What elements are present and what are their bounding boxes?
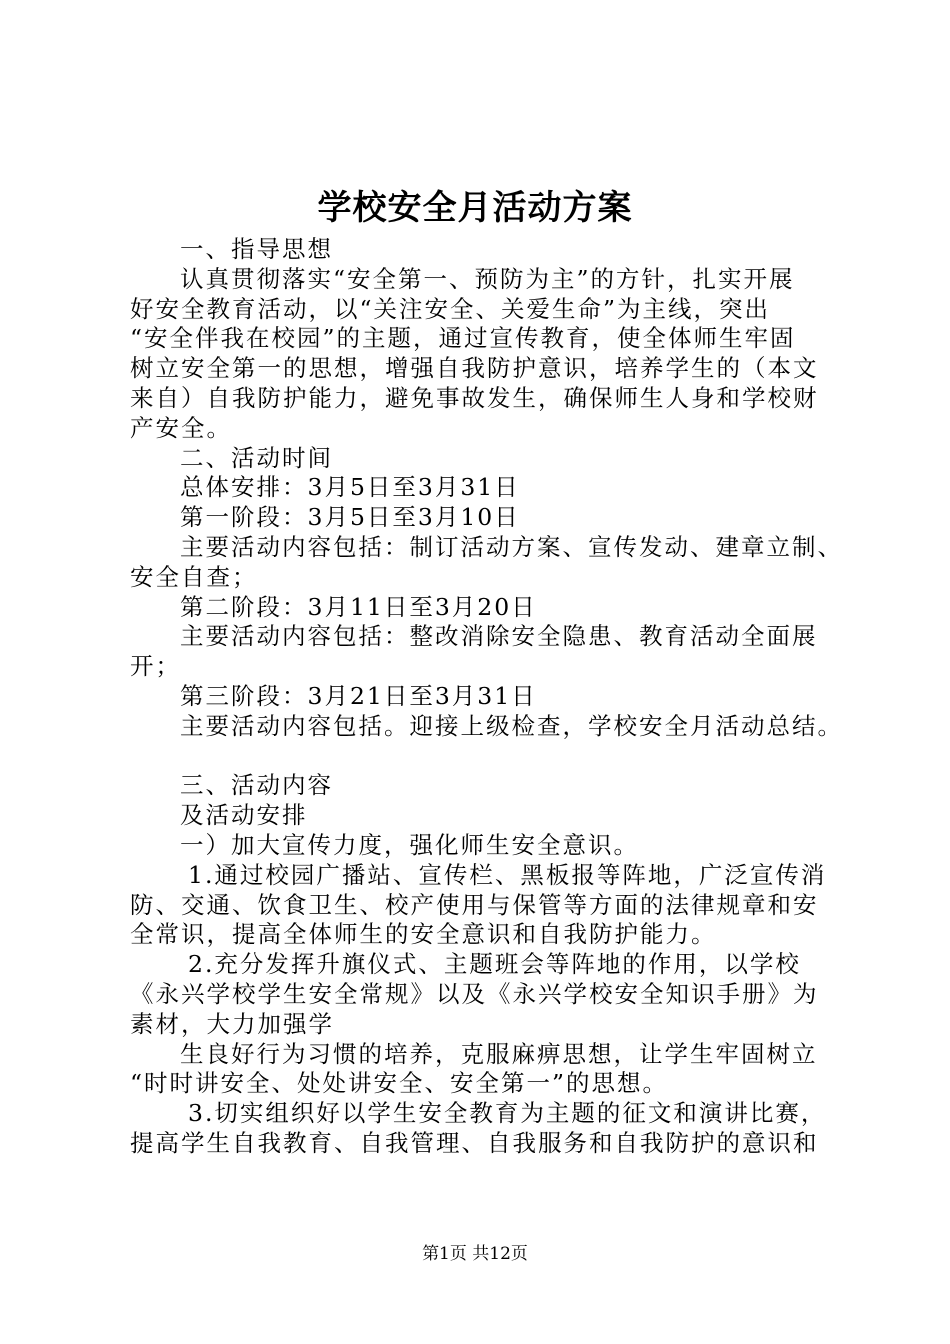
blank-line: [130, 742, 835, 772]
document-title: 学校安全月活动方案: [317, 188, 633, 228]
paragraph-line: 全常识，提高全体师生的安全意识和自我防护能力。: [130, 920, 717, 949]
paragraph-line: “时时讲安全、处处讲安全、安全第一”的思想。: [130, 1069, 669, 1098]
page-footer: 第1页 共12页: [422, 1244, 528, 1264]
paragraph-line: 第二阶段：3月11日至3月20日: [180, 592, 537, 621]
paragraph-line: 总体安排：3月5日至3月31日: [180, 473, 520, 502]
paragraph-line: 认真贯彻落实“安全第一、预防为主”的方针，扎实开展: [180, 264, 795, 293]
paragraph-line: 及活动安排: [180, 801, 308, 830]
paragraph-line: 产安全。: [130, 413, 232, 442]
paragraph-line: 《永兴学校学生安全常规》以及《永兴学校安全知识手册》为: [130, 979, 819, 1008]
paragraph-line: “安全伴我在校园”的主题，通过宣传教育，使全体师生牢固: [130, 324, 796, 353]
paragraph-line: 来自）自我防护能力，避免事故发生，确保师生人身和学校财: [130, 383, 819, 412]
paragraph-line: 安全自查；: [130, 562, 258, 591]
paragraph-line: 一）加大宣传力度，强化师生安全意识。: [180, 830, 639, 859]
paragraph-line: 主要活动内容包括：整改消除安全隐患、教育活动全面展: [180, 622, 818, 651]
paragraph-line: 防、交通、饮食卫生、校产使用与保管等方面的法律规章和安: [130, 890, 819, 919]
paragraph-line: 3.切实组织好以学生安全教育为主题的征文和演讲比赛，: [188, 1099, 827, 1128]
paragraph-line: 树立安全第一的思想，增强自我防护意识，培养学生的（本文: [130, 354, 819, 383]
paragraph-line: 素材，大力加强学: [130, 1009, 334, 1038]
paragraph-line: 第一阶段：3月5日至3月10日: [180, 503, 520, 532]
paragraph-line: 2.充分发挥升旗仪式、主题班会等阵地的作用，以学校: [188, 950, 801, 979]
paragraph-line: 提高学生自我教育、自我管理、自我服务和自我防护的意识和: [130, 1128, 819, 1157]
paragraph-line: 主要活动内容包括。迎接上级检查，学校安全月活动总结。: [180, 711, 843, 740]
document-body: [130, 235, 843, 1159]
section-heading-guiding-ideology: 一、指导思想: [180, 235, 333, 263]
paragraph-line: 第三阶段：3月21日至3月31日: [180, 681, 537, 710]
paragraph-line: 开；: [130, 652, 181, 681]
section-heading-activity-time: 二、活动时间: [180, 443, 333, 472]
paragraph-line: 好安全教育活动，以“关注安全、关爱生命”为主线，突出: [130, 294, 771, 323]
section-heading-activity-content: 三、活动内容: [180, 771, 333, 800]
paragraph-line: 1.通过校园广播站、宣传栏、黑板报等阵地，广泛宣传消: [188, 860, 827, 889]
paragraph-line: 主要活动内容包括：制订活动方案、宣传发动、建章立制、: [180, 532, 843, 561]
paragraph-line: 生良好行为习惯的培养，克服麻痹思想，让学生牢固树立: [180, 1039, 818, 1068]
